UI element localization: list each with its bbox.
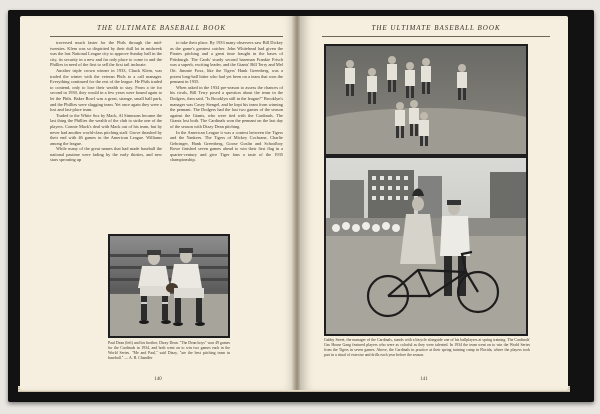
left-column-2 (170, 40, 283, 232)
left-running-head: THE ULTIMATE BASEBALL BOOK (96, 24, 227, 32)
caption-text: Paul Dean (left) and his brother, Dizzy Dean. "The Dean boys" won 49 games for the Cardinals in 1934, and both went on to win two games each in the World Series. "Me and Paul," said Dizzy, "are the best pitching team in baseball." (108, 341, 230, 360)
right-running-head: THE ULTIMATE BASEBALL BOOK (371, 24, 501, 32)
paragraph: In the American League it was a contest between the Tigers and the Yankees. The Tigers of Mickey Cochrane, Charlie Gehringer, Hank Greenberg, Goose Goslin and Schoolboy Rowe finished seven games ahead to win their first flag in a quarter-century and give Tiger fans a taste of the 1935 championship. (170, 129, 283, 163)
paragraph: traversed much faster for the Phils through the mid-twenties. Klem was so dispirited by their dull lot in midweek was the last National League city to approve Sunday ball in the city, its security in a new and far only place to come to and the Phillies in need of the first to sell the first tail inchoate. (50, 40, 162, 68)
right-photo-caption: Gabby Street, the manager of the Cardinals, stands with a bicycle alongside one of his ballplayers at spring training. The Cardinals' Gas House Gang featured players who were as colorful as they were talented. In 1934 the team went on to win the World Series from the Tigers in seven games. Above, the Cardinals in practice at their spring training camp in Florida, where the players took part in a ritual of exercise and drills each year before the season. (324, 338, 530, 357)
bicycle-photo-icon (324, 156, 528, 336)
right-header-rule (322, 36, 550, 37)
right-page (300, 16, 568, 390)
caption-credit: — A. B. Chandler (124, 355, 153, 360)
left-photo-caption (108, 341, 230, 361)
two-players-photo-icon (108, 234, 230, 338)
paragraph: to take their place. By 1933 many observers saw Bill Dickey as the game's greatest catcher. John Whitehead had given the Pirates pitching and a great time fraught in the bases of Pittsburgh. The Cards' sturdy second baseman Frankie Frisch was a superb, exciting leader, and the Giants' Bill Terry and Mel Ott. Jimmie Foxx, like the Tigers' Hank Greenberg, was a potent long-ball hitter who had yet been on a team that won the pennant in 1935. (170, 40, 283, 85)
baseball-practice-photo-icon (324, 44, 528, 156)
left-header-rule (50, 36, 283, 37)
left-page (20, 16, 297, 390)
paragraph: Another triple crown winner in 1933, Chuck Klein, was traded the winter with the veteran Phils to a call manager. Everything continued for the rest of the league. He Phils traded to contend, only to lose their wealth to stay. From a tie for second in 1930, they would in a few years were bound again to let the Phils. Baker Bowl was a great, strange, small ball park, and the Phillies were slugging team. Yet once again they were a lost and last-place team. (50, 67, 162, 113)
paragraph: Traded to the White Sox by Mack, Al Simmons became the last thing the Phillies the wealth of the club to strike one of the players. Connie Mack's deal with Mack out of his team, but by never had another world-class pitching staff. Grove thrashed by their end with 46 games in the American League. Williams among the league. (50, 112, 162, 146)
paragraph: When asked in the 1934 pre-season to assess the chances of his rivals, Bill Terry posed a question about the team in the Dodgers, then said, "Is Brooklyn still in the league?" Brooklyn's manager was Casey Stengel, and he kept his team from winning the pennant. The Dodgers had the last two games of the season against the Giants, who were tied with the Cardinals. The Giants lost both. The Cardinals won the pennant on the last day of the season with Dizzy Dean pitching. (170, 84, 283, 129)
paragraph: While many of the great names that had made baseball the national pastime were fading by the early thirties, and new stars sprouting up (50, 146, 162, 163)
right-page-number: 141 (420, 377, 428, 382)
left-column-1 (50, 40, 162, 238)
left-page-number: 140 (154, 377, 162, 382)
